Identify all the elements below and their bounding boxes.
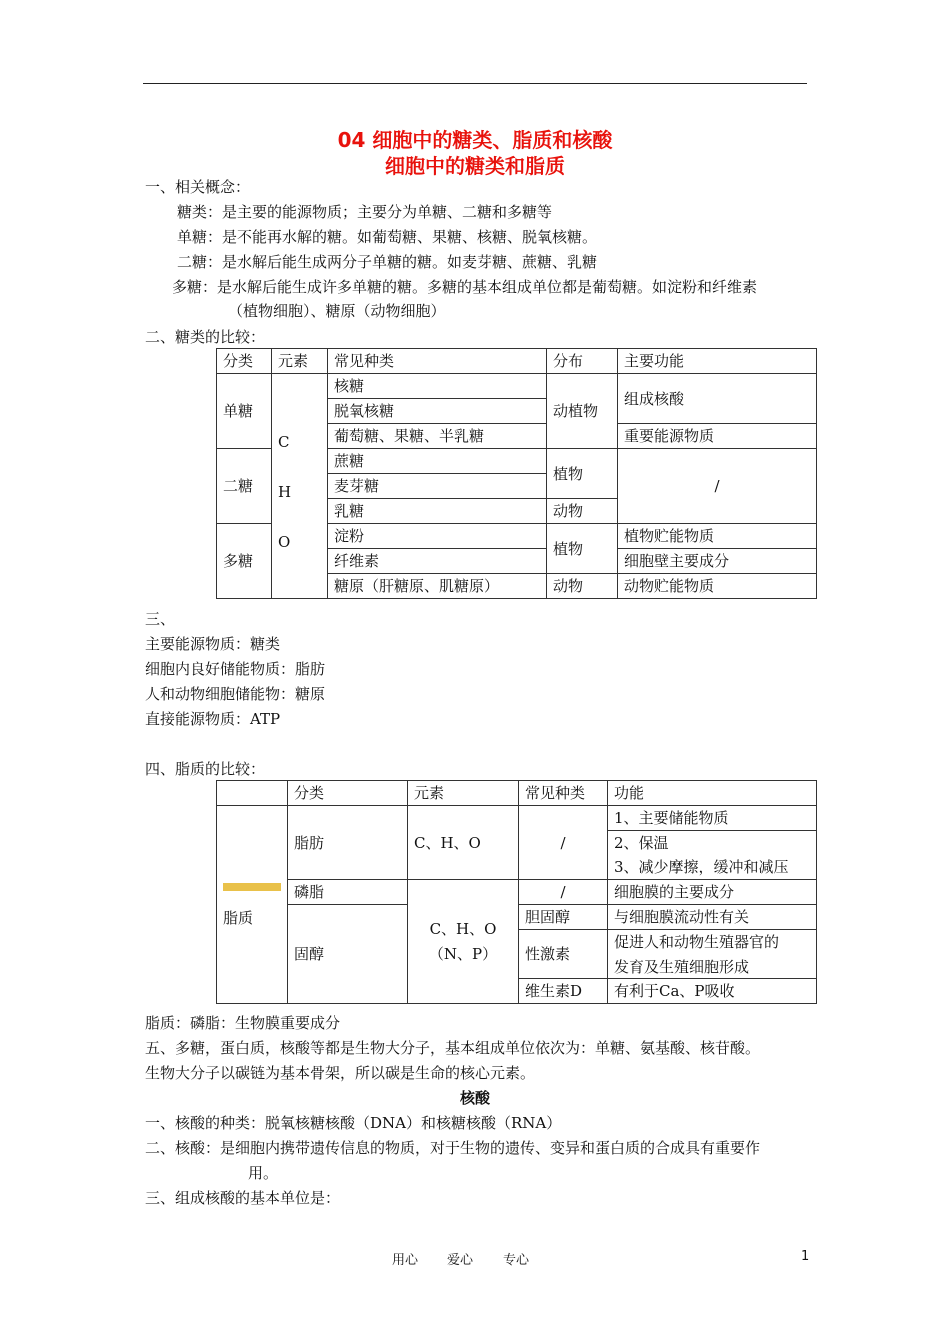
function-cell: 2、保温 — [608, 831, 817, 856]
header-cell: 分类 — [217, 349, 272, 374]
function-cell: 细胞膜的主要成分 — [608, 880, 817, 905]
kind-cell: 性激素 — [519, 930, 608, 979]
sec1-line-5: （植物细胞）、糖原（动物细胞） — [228, 302, 446, 320]
distribution-cell: 植物 — [547, 449, 618, 499]
sec1-line-2: 单糖：是不能再水解的糖。如葡萄糖、果糖、核糖、脱氧核糖。 — [177, 228, 598, 246]
kind-cell: 蔗糖 — [328, 449, 547, 474]
function-cell: 有利于Ca、P吸收 — [608, 979, 817, 1004]
watermark-logo — [223, 883, 281, 891]
header-cell: 元素 — [272, 349, 328, 374]
after-line-1: 脂质：磷脂：生物膜重要成分 — [145, 1014, 341, 1032]
nucleic-line-2: 二、核酸：是细胞内携带遗传信息的物质，对于生物的遗传、变异和蛋白质的合成具有重要作 — [145, 1139, 761, 1157]
sec3-line-4: 直接能源物质：ATP — [145, 710, 281, 728]
function-line-1: 促进人和动物生殖器官的 — [614, 932, 780, 951]
function-cell: 植物贮能物质 — [618, 524, 817, 549]
kind-cell: 糖原（肝糖原、肌糖原） — [328, 574, 547, 599]
footer-motto-3: 专心 — [503, 1253, 530, 1268]
kind-cell: / — [519, 806, 608, 880]
nucleic-line-3: 用。 — [248, 1164, 279, 1182]
class-cell: 脂肪 — [288, 806, 408, 880]
sec3-line-3: 人和动物细胞储能物：糖原 — [145, 685, 326, 703]
header-cell: 分布 — [547, 349, 618, 374]
function-cell: 1、主要储能物质 — [608, 806, 817, 831]
distribution-cell: 动物 — [547, 574, 618, 599]
category-cell: 二糖 — [217, 449, 272, 524]
category-cell: 单糖 — [217, 374, 272, 449]
header-cell: 功能 — [608, 781, 817, 806]
element-cell — [272, 374, 328, 599]
function-cell: 与细胞膜流动性有关 — [608, 905, 817, 930]
header-cell: 主要功能 — [618, 349, 817, 374]
kind-cell: 乳糖 — [328, 499, 547, 524]
lipid-label: 脂质 — [223, 909, 254, 927]
footer-motto-1: 用心 — [392, 1253, 419, 1268]
distribution-cell: 动植物 — [547, 374, 618, 449]
nucleic-heading: 核酸 — [459, 1089, 490, 1107]
sec4-heading: 四、脂质的比较： — [145, 760, 266, 778]
distribution-cell: 植物 — [547, 524, 618, 574]
page-title: 04 细胞中的糖类、脂质和核酸 — [337, 128, 613, 152]
sec3-line-2: 细胞内良好储能物质：脂肪 — [145, 660, 326, 678]
sec1-heading: 一、相关概念： — [145, 178, 251, 196]
sec1-line-1: 糖类：是主要的能源物质；主要分为单糖、二糖和多糖等 — [177, 203, 553, 221]
header-cell: 分类 — [288, 781, 408, 806]
header-cell: 常见种类 — [328, 349, 547, 374]
element-cell — [408, 880, 519, 1004]
sec1-line-3: 二糖：是水解后能生成两分子单糖的糖。如麦芽糖、蔗糖、乳糖 — [177, 253, 598, 271]
table-row — [217, 880, 817, 905]
element-line-1: C、H、O — [429, 920, 497, 938]
footer-motto-2: 爱心 — [447, 1253, 474, 1268]
after-line-3: 生物大分子以碳链为基本骨架，所以碳是生命的核心元素。 — [145, 1064, 536, 1082]
table-row — [217, 349, 817, 374]
element-cell: C、H、O — [408, 806, 519, 880]
function-line-2: 发育及生殖细胞形成 — [614, 957, 750, 976]
sugar-table — [216, 348, 817, 599]
distribution-cell: 动物 — [547, 499, 618, 524]
kind-cell: 麦芽糖 — [328, 474, 547, 499]
function-cell: 细胞壁主要成分 — [618, 549, 817, 574]
category-cell: 多糖 — [217, 524, 272, 599]
function-cell — [608, 930, 817, 979]
element-o: O — [278, 533, 291, 551]
function-cell: 组成核酸 — [618, 374, 817, 424]
class-cell: 磷脂 — [288, 880, 408, 905]
kind-cell: 胆固醇 — [519, 905, 608, 930]
element-c: C — [278, 433, 290, 451]
lipid-category-cell — [217, 806, 288, 1004]
table-row — [217, 806, 817, 831]
nucleic-line-1: 一、核酸的种类：脱氧核糖核酸（DNA）和核糖核酸（RNA） — [145, 1114, 562, 1132]
class-cell: 固醇 — [288, 905, 408, 1004]
after-line-2: 五、多糖，蛋白质，核酸等都是生物大分子，基本组成单位依次为：单糖、氨基酸、核苷酸。 — [145, 1039, 761, 1057]
table-row — [217, 374, 817, 399]
table-row — [217, 781, 817, 806]
kind-cell: 核糖 — [328, 374, 547, 399]
header-cell-empty — [217, 781, 288, 806]
element-h: H — [278, 483, 292, 501]
header-cell: 常见种类 — [519, 781, 608, 806]
nucleic-line-4: 三、组成核酸的基本单位是： — [145, 1189, 341, 1207]
sec3-heading: 三、 — [145, 610, 176, 628]
page-subtitle: 细胞中的糖类和脂质 — [385, 154, 565, 178]
sec3-line-1: 主要能源物质：糖类 — [145, 635, 281, 653]
kind-cell: 脱氧核糖 — [328, 399, 547, 424]
element-line-2: （N、P） — [428, 945, 498, 963]
header-rule — [143, 83, 807, 84]
kind-cell: / — [519, 880, 608, 905]
kind-cell: 淀粉 — [328, 524, 547, 549]
kind-cell: 葡萄糖、果糖、半乳糖 — [328, 424, 547, 449]
function-cell: 3、减少摩擦，缓冲和减压 — [608, 855, 817, 880]
function-cell: 动物贮能物质 — [618, 574, 817, 599]
sec2-heading: 二、糖类的比较： — [145, 328, 266, 346]
function-cell: / — [618, 449, 817, 524]
kind-cell: 纤维素 — [328, 549, 547, 574]
header-cell: 元素 — [408, 781, 519, 806]
sec1-line-4: 多糖：是水解后能生成许多单糖的糖。多糖的基本组成单位都是葡萄糖。如淀粉和纤维素 — [172, 278, 758, 296]
lipid-table — [216, 780, 817, 1004]
function-cell: 重要能源物质 — [618, 424, 817, 449]
page-number: 1 — [801, 1249, 810, 1264]
kind-cell: 维生素D — [519, 979, 608, 1004]
